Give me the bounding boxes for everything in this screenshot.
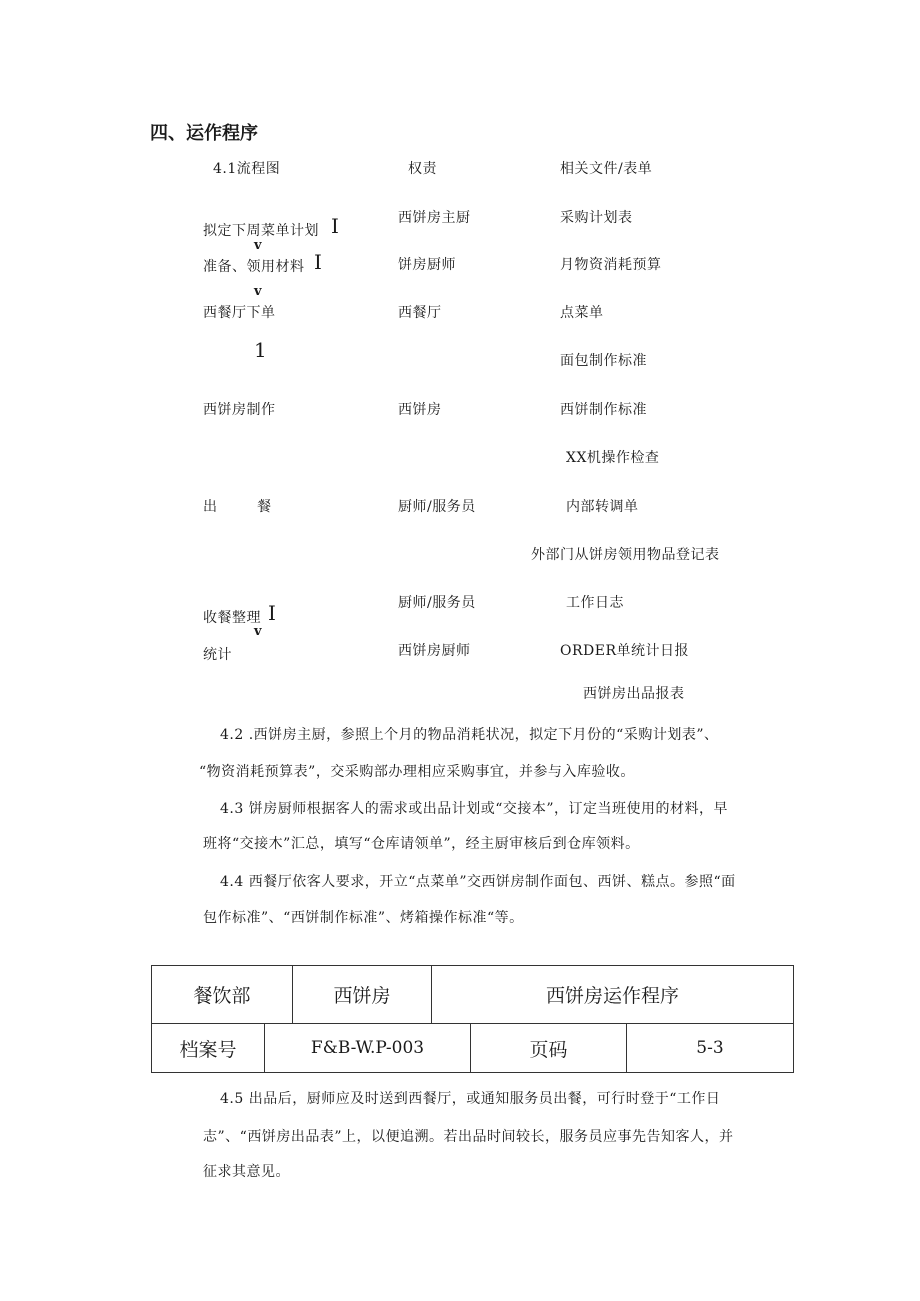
responsibility-item: 厨师/服务员: [398, 595, 476, 611]
column-header-responsibility: 权责: [408, 161, 437, 177]
flow-step: 出 餐: [203, 499, 272, 515]
column-header-docs: 相关文件/表单: [560, 161, 653, 177]
file-no-label-cell: 档案号: [179, 1038, 237, 1061]
section-heading: 四、运作程序: [150, 123, 258, 144]
flow-arrow-icon: v: [254, 238, 262, 253]
document-item: 西饼制作标准: [560, 402, 647, 418]
document-item: ORDER单统计日报: [560, 643, 690, 659]
department-cell: 餐饮部: [193, 985, 251, 1007]
flow-step: 西餐厅下单: [203, 305, 276, 321]
responsibility-item: 西饼房主厨: [398, 210, 471, 226]
paragraph-4-5-line: 4.5 出品后，厨师应及时送到西餐厅，或通知服务员出餐，可行时登于“工作日: [220, 1091, 721, 1107]
paragraph-4-2-line: 4.2 .西饼房主厨，参照上个月的物品消耗状况，拟定下月份的“采购计划表”、: [220, 727, 719, 743]
paragraph-4-4-line: 包作标准”、“西饼制作标准”、烤箱操作标准“等。: [203, 910, 524, 926]
section-cell: 西饼房: [333, 985, 391, 1007]
file-no-cell: F&B-W.P-003: [310, 1038, 425, 1058]
document-item: 点菜单: [560, 305, 604, 321]
document-item: XX机操作检查: [566, 450, 660, 466]
document-item: 内部转调单: [566, 499, 639, 515]
paragraph-4-2-line: “物资消耗预算表”，交采购部办理相应采购事宜，并参与入库验收。: [199, 764, 635, 780]
responsibility-item: 西餐厅: [398, 305, 442, 321]
paragraph-4-4-line: 4.4 西餐厅依客人要求，开立“点菜单”交西饼房制作面包、西饼、糕点。参照“面: [220, 874, 736, 890]
paragraph-4-3-line: 班将“交接木”汇总，填写“仓库请领单”，经主厨审核后到仓库领料。: [203, 836, 640, 852]
document-item: 工作日志: [566, 595, 624, 611]
paragraph-4-3-line: 4.3 饼房厨师根据客人的需求或出品计划或“交接本”，订定当班使用的材料，早: [220, 801, 729, 817]
flow-step: 统计: [203, 647, 232, 663]
flow-step: 准备、领用材料: [203, 259, 305, 275]
responsibility-item: 饼房厨师: [398, 257, 456, 273]
paragraph-4-5-line: 征求其意见。: [203, 1164, 290, 1180]
document-item: 面包制作标准: [560, 353, 647, 369]
page-label-cell: 页码: [529, 1038, 568, 1061]
document-item: 外部门从饼房领用物品登记表: [531, 547, 720, 563]
document-item: 采购计划表: [560, 210, 633, 226]
paragraph-4-5-line: 志”、“西饼房出品表”上，以便追溯。若出品时间较长，服务员应事先告知客人，并: [203, 1129, 734, 1145]
flow-bar-mark: I: [314, 250, 322, 274]
column-header-flow: 4.1流程图: [213, 161, 281, 177]
responsibility-item: 厨师/服务员: [398, 499, 476, 515]
procedure-title-cell: 西饼房运作程序: [545, 985, 679, 1007]
flow-bar-mark: I: [331, 214, 339, 238]
flow-bar-mark: I: [268, 601, 276, 625]
responsibility-item: 西饼房厨师: [398, 643, 471, 659]
page-number-cell: 5-3: [696, 1038, 724, 1058]
flow-arrow-icon: v: [254, 624, 262, 639]
flow-step: 收餐整理: [203, 610, 261, 626]
document-item: 西饼房出品报表: [583, 686, 685, 702]
flow-step: 西饼房制作: [203, 402, 276, 418]
flow-arrow-icon: v: [254, 284, 262, 299]
flow-step: 拟定下周菜单计划: [203, 223, 319, 239]
document-item: 月物资消耗预算: [560, 257, 662, 273]
responsibility-item: 西饼房: [398, 402, 442, 418]
document-header-table: [151, 965, 794, 1073]
flow-connector-mark: 1: [254, 338, 267, 362]
